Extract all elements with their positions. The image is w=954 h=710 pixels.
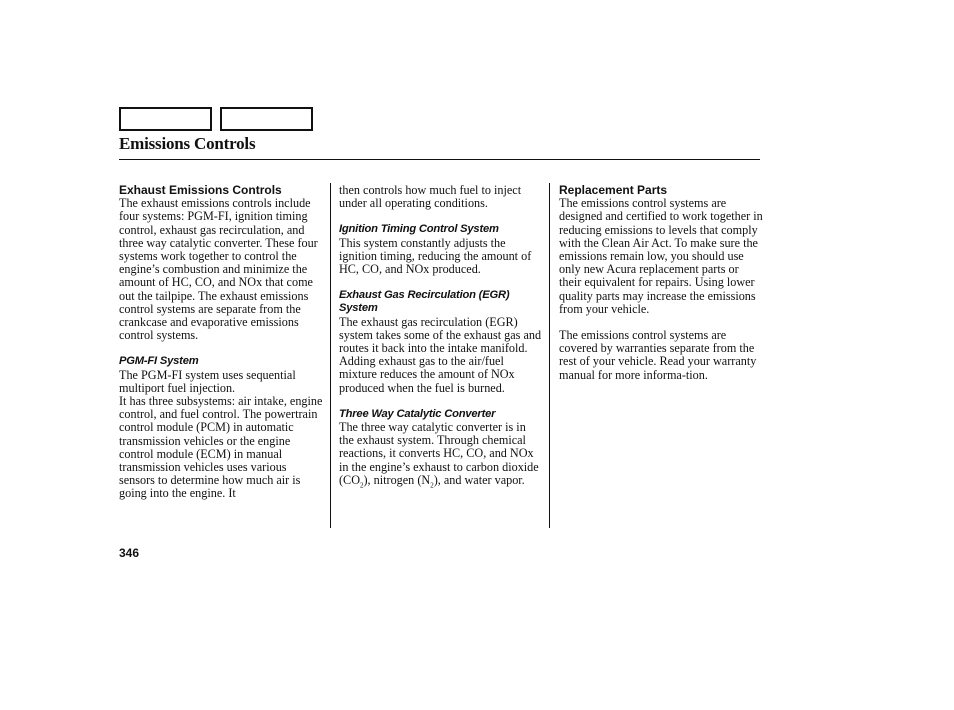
column-divider [549,183,550,528]
page-title: Emissions Controls [119,134,256,153]
catalytic-converter-body [339,421,543,492]
egr-heading [339,289,543,315]
replacement-parts-heading: Replacement Parts [559,183,668,197]
egr-heading-line-1: Exhaust Gas Recirculation (EGR) [339,289,510,302]
section-tab-box [119,107,212,131]
exhaust-emissions-heading: Exhaust Emissions Controls [119,183,282,197]
pgmfi-paragraph-1: The PGM-FI system uses sequential multiport fuel injection. [119,367,296,395]
text-column-left [119,184,323,501]
n2-subscript: 2 [430,481,434,490]
cat-body-c: ), and water vapor. [433,472,525,487]
column-divider [330,183,331,528]
pgmfi-continuation: then controls how much fuel to inject under all operating conditions. [339,183,522,211]
pgmfi-paragraph-2: It has three subsystems: air intake, engine control, and fuel control. The powertrain control module (PCM) in automatic transmission vehicles or the engine control module (ECM) in manual transmission vehicles uses various sensors to determine how much air is going into the engine. It [119,394,323,501]
ignition-timing-heading: Ignition Timing Control System [339,223,499,236]
text-column-middle [339,184,543,493]
cat-body-a: The three way catalytic converter is in the exhaust system. Through chemical reactions, it converts HC, CO, and NOx in the engine’s exhaust to carbon dioxide (CO [339,420,539,487]
egr-heading-line-2: System [339,302,378,315]
exhaust-emissions-intro: The exhaust emissions controls include four systems: PGM-FI, ignition timing control, exhaust gas recirculation, and three way catalytic converter. These four systems work together to control the engine’s combustion and minimize the amount of HC, CO, and NOx that come out the tailpipe. The exhaust emissions control systems are separate from the crankcase and evaporative emissions control systems. [119,196,318,343]
text-column-right [559,184,764,382]
section-tab-box [220,107,313,131]
pgmfi-heading: PGM-FI System [119,355,199,368]
co2-subscript: 2 [360,481,364,490]
catalytic-converter-heading: Three Way Catalytic Converter [339,407,496,420]
egr-body: The exhaust gas recirculation (EGR) system takes some of the exhaust gas and routes it back into the intake manifold. Adding exhaust gas to the air/fuel mixture reduces the amount of NOx produced when the fuel is burned. [339,314,542,395]
ignition-timing-body: This system constantly adjusts the ignition timing, reducing the amount of HC, CO, and NOx produced. [339,235,532,277]
page-number: 346 [119,546,140,560]
replacement-parts-body-2: The emissions control systems are covered by warranties separate from the rest of your vehicle. Read your warranty manual for more informa-tion. [559,328,757,382]
cat-body-b: ), nitrogen (N [363,472,431,487]
replacement-parts-body-1: The emissions control systems are designed and certified to work together in reducing emissions to levels that comply with the Clean Air Act. To make sure the emissions remain low, you should use only new Acura replacement parts or their equivalent for repairs. Using lower quality parts may increase the emissions from your vehicle. [559,196,763,316]
title-divider [119,159,760,160]
